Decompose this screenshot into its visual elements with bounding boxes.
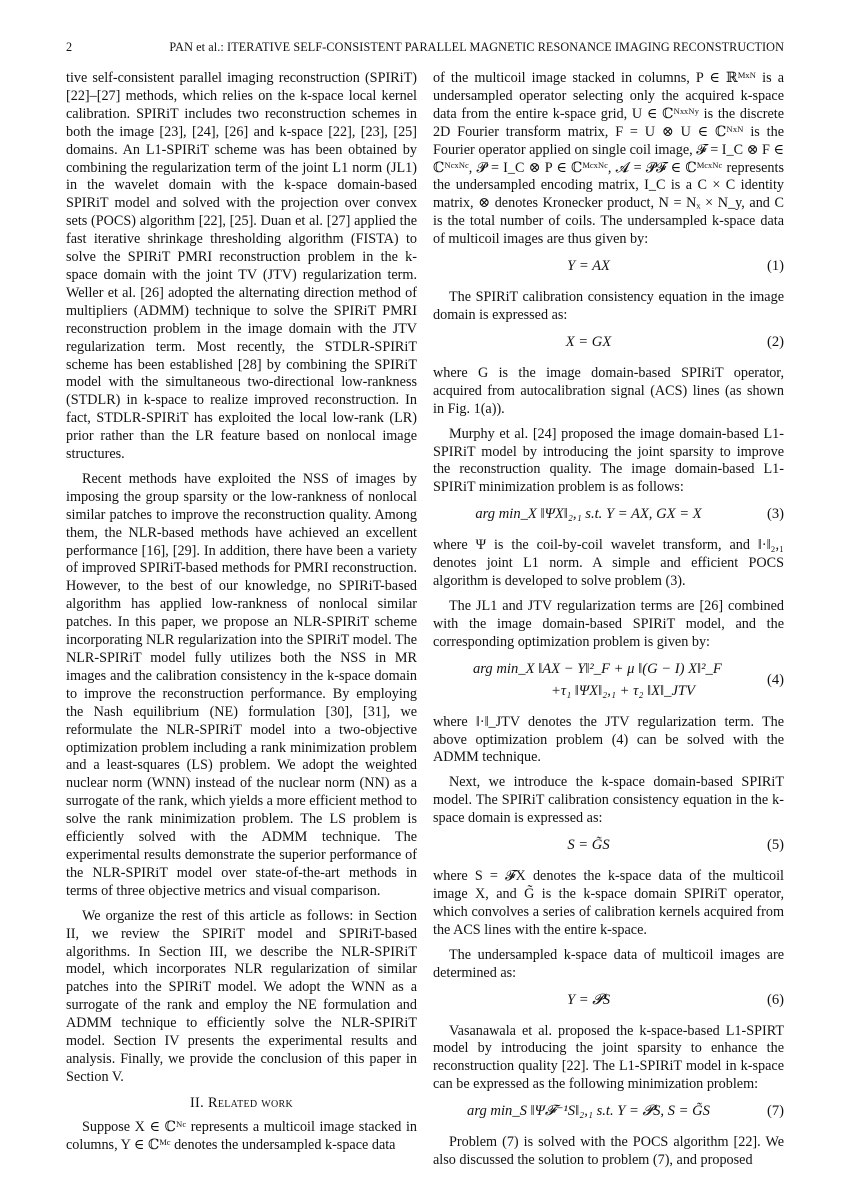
left-column: [66, 70, 417, 1161]
paragraph: where ‖·‖_JTV denotes the JTV regularization term. The above optimization problem (4) can be solved with the ADMM technique.: [433, 713, 784, 766]
equation-body: arg min_X ‖ΨX‖₂,₁ s.t. Y = AX, GX = X: [475, 506, 702, 523]
equation-7: [433, 1103, 784, 1123]
equation-number: (6): [766, 991, 784, 1008]
equation-body: S = G̃S: [567, 837, 610, 854]
equation-number: (4): [766, 671, 784, 688]
paragraph: of the multicoil image stacked in columns, P ∈ ℝᴹˣᴺ is a undersampled operator selecting only the acquired k-space data from the entire k-space grid, U ∈ ℂᴺˣˣᴺʸ is the discrete 2D Fourier transform matrix, F = U ⊗ U ∈ ℂᴺˣᴺ is the Fourier operator applied on single coil image, 𝓕 = I_C ⊗ F ∈ ℂᴺᶜˣᴺᶜ, 𝓟 = I_C ⊗ P ∈ ℂᴹᶜˣᴺᶜ, 𝓐 = 𝓟𝓕 ∈ ℂᴹᶜˣᴺᶜ represents the undersampled encoding matrix, I_C is a C × C identity matrix, ⊗ denotes Kronecker product, N = Nₓ × N_y, and C is the total number of coils. The undersampled k-space data of multicoil images are thus given by:: [433, 70, 784, 248]
section-title: Related work: [207, 1094, 294, 1111]
paragraph: Murphy et al. [24] proposed the image domain-based L1-SPIRiT model by introducing the joint sparsity to improve the reconstruction quality. The image domain-based L1-SPIRiT minimization problem is as follows:: [433, 425, 784, 496]
equation-body: X = GX: [565, 333, 612, 350]
running-header: [66, 40, 784, 56]
paragraph: where G is the image domain-based SPIRiT operator, acquired from autocalibration signal (ACS) lines (as shown in Fig. 1(a)).: [433, 364, 784, 417]
equation-4: [433, 661, 784, 703]
equation-number: (3): [766, 506, 784, 523]
section-number: II.: [189, 1094, 205, 1111]
equation-number: (2): [766, 333, 784, 350]
equation-1: [433, 258, 784, 278]
equation-5: [433, 837, 784, 857]
paragraph: tive self-consistent parallel imaging reconstruction (SPIRiT) [22]–[27] methods, which relies on the k-space local kernel calibration. SPIRiT includes two reconstruction schemes in both the image [23], [24], [26] and k-space [22], [23], [25] domains. An L1-SPIRiT scheme was has been obtained by combining the regularization term of the joint L1 norm (JL1) in the wavelet domain with the k-space domain-based SPIRiT model and solved with the projection over convex sets (POCS) algorithm [22], [25]. Duan et al. [27] applied the fast iterative shrinkage thresholding algorithm (FISTA) to solve the SPIRiT PMRI reconstruction problem in the k-space domain with the joint TV (JTV) regularization term. Weller et al. [26] adopted the alternating direction method of multipliers (ADMM) technique to solve the SPIRiT PMRI reconstruction problem in the image domain with the JTV regularization term. Most recently, the STDLR-SPIRiT scheme has been established [28] by combining the SPIRiT model with the simultaneous two-directional low-rankness (STDLR) in k-space to realize improved reconstruction. In fact, STDLR-SPIRiT has exploited the local low-rank (LR) prior rather than the LR feature based on nonlocal image structures.: [66, 70, 417, 463]
paragraph: Suppose X ∈ ℂᴺᶜ represents a multicoil image stacked in columns, Y ∈ ℂᴹᶜ denotes the undersampled k-space data: [66, 1118, 417, 1153]
running-title: PAN et al.: ITERATIVE SELF-CONSISTENT PARALLEL MAGNETIC RESONANCE IMAGING RECONSTRUCTION: [169, 40, 784, 54]
paragraph: The SPIRiT calibration consistency equation in the image domain is expressed as:: [433, 289, 784, 323]
equation-line-1: arg min_X ‖AX − Y‖²_F + μ ‖(G − I) X‖²_F: [473, 660, 722, 677]
paragraph: Next, we introduce the k-space domain-based SPIRiT model. The SPIRiT calibration consistency equation in the k-space domain is expressed as:: [433, 774, 784, 827]
equation-3: [433, 506, 784, 526]
right-column: [433, 70, 784, 1177]
paragraph: Vasanawala et al. proposed the k-space-based L1-SPIRT model by introducing the joint sparsity to enhance the reconstruction quality [22]. The L1-SPIRiT model in k-space can be expressed as the following minimization problem:: [433, 1022, 784, 1093]
equation-number: (5): [766, 837, 784, 854]
equation-body: arg min_S ‖Ψ𝓕⁻¹S‖₂,₁ s.t. Y = 𝓟S, S = G̃S: [467, 1103, 710, 1120]
equation-line-2: +τ₁ ‖ΨX‖₂,₁ + τ₂ ‖X‖_JTV: [551, 682, 695, 699]
paragraph: Problem (7) is solved with the POCS algorithm [22]. We also discussed the solution to problem (7), and proposed: [433, 1134, 784, 1169]
paragraph: The undersampled k-space data of multicoil images are determined as:: [433, 946, 784, 981]
page-number: 2: [66, 40, 73, 54]
paragraph: where S = 𝓕X denotes the k-space data of the multicoil image X, and G̃ is the k-space domain SPIRiT operator, which convolves a series of calibration kernels acquired from the ACS lines with the entire k-space.: [433, 868, 784, 938]
equation-body: Y = 𝓟S: [566, 991, 611, 1008]
section-heading: [66, 1095, 417, 1113]
equation-body: Y = AX: [567, 258, 610, 275]
equation-number: (7): [766, 1103, 784, 1120]
paragraph: We organize the rest of this article as follows: in Section II, we review the SPIRiT model and SPIRiT-based algorithms. In Section III, we describe the NLR-SPIRiT model, which incorporates NLR regularization of similar patches into the SPIRiT model. We adopt the WNN as a surrogate of the rank and employ the NE formulation and ADMM technique to efficiently solve the NLR-SPIRiT model. Section IV presents the experimental results and analysis. Finally, we provide the conclusion of this paper in Section V.: [66, 907, 417, 1085]
equation-2: [433, 334, 784, 354]
equation-6: [433, 992, 784, 1012]
equation-number: (1): [766, 258, 784, 275]
paragraph: where Ψ is the coil-by-coil wavelet transform, and ‖·‖₂,₁ denotes joint L1 norm. A simple and efficient POCS algorithm is developed to solve problem (3).: [433, 537, 784, 590]
paragraph: Recent methods have exploited the NSS of images by imposing the group sparsity or the low-rankness of nonlocal similar patches to improve the reconstruction quality. Among them, the NLR-based methods have achieved an excellent performance [16], [29]. In addition, there have been a variety of improved SPIRiT-based methods for PMRI reconstruction. However, to the best of our knowledge, no SPIRiT-based algorithm has applied low-rankness of nonlocal similar patches. In this paper, we propose an NLR-SPIRiT scheme incorporating NLR regularization into the SPIRiT model. The NLR-SPIRiT model fully utilizes both the NSS in MR images and the calibration consistency in the k-space domain to improve the reconstruction performance. By employing the Nash equilibrium (NE) formulation [30], [31], we reformulate the NLR-SPIRiT model into a two-objective optimization problem including a rank minimization problem and a least-squares (LS) problem. We adopt the weighted nuclear norm (WNN) instead of the nuclear norm (NN) as a surrogate of the rank, which yields a more efficient method to solve the rank minimization problem. The LS problem is efficiently solved with the ADMM technique. The experimental results demonstrate the superior performance of the NLR-SPIRiT model over state-of-the-art methods in terms of three objective metrics and visual comparison.: [66, 470, 417, 899]
paragraph: The JL1 and JTV regularization terms are [26] combined with the image domain-based SPIRiT model, and the corresponding optimization problem is given by:: [433, 597, 784, 650]
